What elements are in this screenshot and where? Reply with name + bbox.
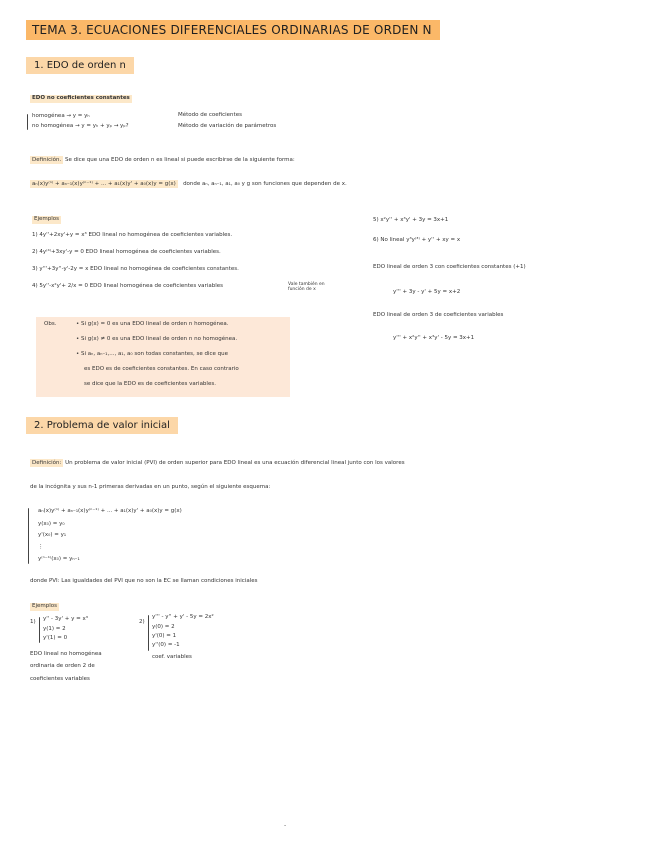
example-left-4: 4) 5y''-x²y'+ 2/x = 0 EDO lineal homogénea de coeficientes variables	[32, 283, 223, 289]
definition-2-text: Un problema de valor inicial (PVI) de orden superior para EDO lineal es una ecuación diferencial lineal junto con los valores	[65, 460, 405, 466]
ex2-cond2: y'(0) = 1	[152, 633, 177, 639]
brace-icon	[28, 508, 29, 564]
example-right-8: y''' + 3y - y' + 5y = x+2	[393, 289, 461, 295]
obs-item-4: es EDO es de coeficientes constantes. En caso contrario	[84, 366, 239, 372]
example-2-1-number: 1)	[30, 619, 36, 625]
example-right-9: EDO lineal de orden 3 de coeficientes variables	[373, 312, 504, 318]
definition-1	[30, 158, 295, 164]
ex2-note: coef. variables	[152, 654, 192, 660]
pvi-where: donde PVI: Las igualdades del PVI que no son la EC se llaman condiciones iniciales	[30, 578, 258, 584]
obs-item-1: • Si g(x) = 0 es una EDO lineal de orden n homogénea.	[76, 321, 229, 327]
linear-formula: aₙ(x)y⁽ⁿ⁾ + aₙ₋₁(x)y⁽ⁿ⁻¹⁾ + ... + a₁(x)y' + a₀(x)y = g(x)	[32, 181, 176, 187]
homogenea-line: homogénea → y = yₕ	[32, 113, 90, 119]
example-left-1: 1) 4y''+2xy'+y = x³ EDO lineal no homogénea de coeficientes variables.	[32, 232, 233, 238]
ex2-cond3: y''(0) = -1	[152, 642, 180, 648]
section-heading-pvi: 2. Problema de valor inicial	[26, 417, 178, 434]
example-right-6: 6) No lineal y³y⁽³⁾ + y'' + xy = x	[373, 237, 461, 243]
brace-icon	[148, 615, 149, 651]
ex1-eq: y'' - 3y' + y = x³	[43, 616, 88, 622]
pvi-equation: aₙ(x)y⁽ⁿ⁾ + aₙ₋₁(x)y⁽ⁿ⁻¹⁾ + ... + a₁(x)y' + a₀(x)y = g(x)	[38, 508, 182, 514]
definition-2-line2: de la incógnita y sus n-1 primeras derivadas en un punto, según el siguiente esquema:	[30, 484, 271, 490]
pvi-condition-0: y(x₀) = y₀	[38, 521, 65, 527]
ex1-cond1: y(1) = 2	[43, 626, 66, 632]
ex2-eq: y''' - y'' + y' - 5y = 2x²	[152, 614, 214, 620]
page-title: TEMA 3. ECUACIONES DIFERENCIALES ORDINARIAS DE ORDEN N	[26, 20, 440, 40]
page-mark: -	[284, 822, 287, 829]
example-right-7: EDO lineal de orden 3 con coeficientes constantes (+1)	[373, 264, 526, 270]
example-2-2-number: 2)	[139, 619, 145, 625]
pvi-condition-n: y⁽ⁿ⁻¹⁾(x₀) = yₙ₋₁	[38, 556, 80, 562]
ex1-note-1: EDO lineal no homogénea	[30, 651, 102, 657]
obs-item-2: • Si g(x) ≠ 0 es una EDO lineal de orden n no homogénea.	[76, 336, 238, 342]
definition-2-line1	[30, 461, 405, 467]
subheading-coeficientes: EDO no coeficientes constantes	[32, 95, 130, 101]
pvi-condition-1: y'(x₀) = y₁	[38, 532, 67, 538]
ex1-note-3: coeficientes variables	[30, 676, 90, 682]
brace-icon	[27, 114, 28, 130]
formula-note: donde aₙ, aₙ₋₁, a₁, a₀ y g son funciones que dependen de x.	[183, 181, 347, 187]
method-variacion: Método de variación de parámetros	[178, 123, 277, 129]
example-left-3: 3) y'''+3y''-y'-2y = x EDO lineal no homogénea de coeficientes constantes.	[32, 266, 239, 272]
obs-item-3: • Si aₙ, aₙ₋₁,..., a₁, a₀ son todas constantes, se dice que	[76, 351, 229, 357]
example-right-10: y''' + x²y'' + x³y' - 5y = 3x+1	[393, 335, 475, 341]
example-4-note: Vale también en función de x	[288, 282, 325, 292]
brace-icon	[39, 617, 40, 643]
example-left-2: 2) 4y⁽⁴⁾+3xy'-y = 0 EDO lineal homogénea de coeficientes variables.	[32, 249, 221, 255]
obs-label: Obs.	[44, 321, 57, 327]
ex2-cond1: y(0) = 2	[152, 624, 175, 630]
section-heading-edo-orden-n: 1. EDO de orden n	[26, 57, 134, 74]
obs-item-5: se dice que la EDO es de coeficientes variables.	[84, 381, 216, 387]
ex1-note-2: ordinaria de orden 2 de	[30, 663, 95, 669]
no-homogenea-line: no homogénea → y = yₕ + yₚ → yₚ?	[32, 123, 129, 129]
examples-2-label: Ejemplos	[32, 603, 57, 609]
pvi-dots: ⋮	[38, 544, 44, 550]
definition-label: Definición.	[32, 157, 62, 163]
examples-label: Ejemplos	[34, 216, 59, 222]
ex1-cond2: y'(1) = 0	[43, 635, 68, 641]
linear-formula-row	[30, 182, 347, 188]
definition-text: Se dice que una EDO de orden n es lineal si puede escribirse de la siguiente forma:	[65, 157, 295, 163]
definition-2-label: Definición:	[32, 460, 62, 466]
method-coeficientes: Método de coeficientes	[178, 112, 242, 118]
example-right-5: 5) x²y'' + x³y' + 3y = 3x+1	[373, 217, 449, 223]
